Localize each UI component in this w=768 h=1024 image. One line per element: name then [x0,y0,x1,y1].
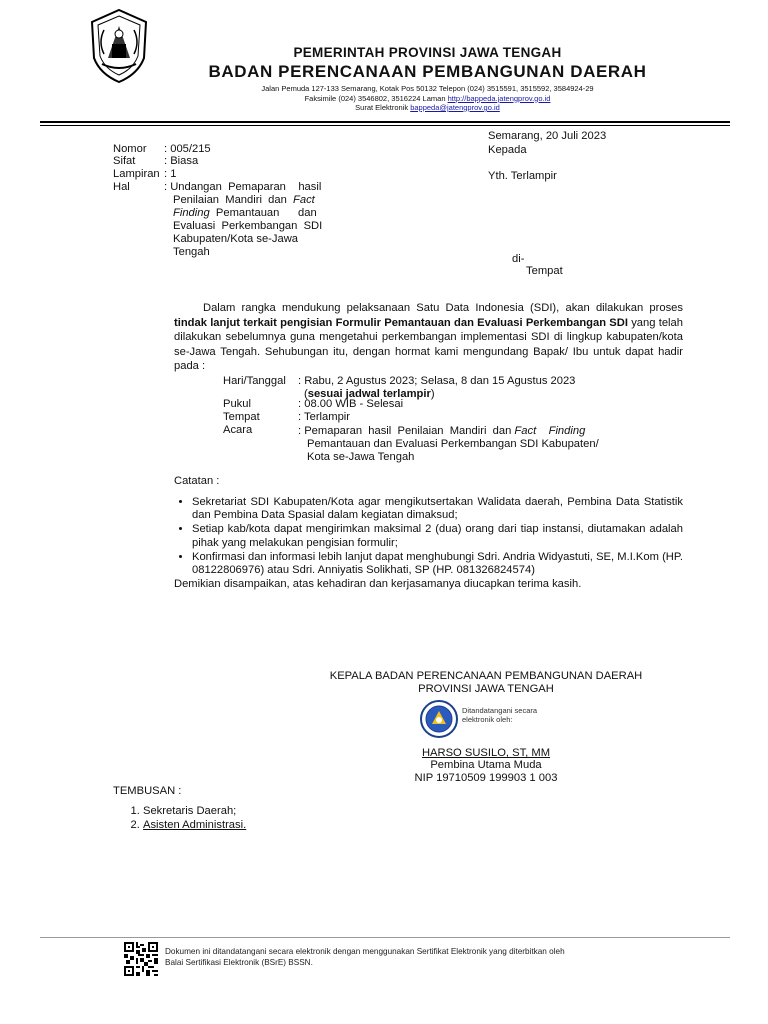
recipient-label: Kepada [488,144,527,156]
closing-text: Demikian disampaikan, atas kehadiran dan kerjasamanya diucapkan terima kasih. [174,578,582,590]
header-email-label: Surat Elektronik [355,103,411,112]
header-address: Jalan Pemuda 127-133 Semarang, Kotak Pos 50132 Telepon (024) 3515591, 3515592, 3584924-29 [261,84,594,93]
signer-title-2: PROVINSI JAWA TENGAH [418,683,554,695]
esign-line-2: elektronik oleh: [462,715,513,724]
acara-value [298,425,628,464]
lampiran-value: : 1 [164,168,177,180]
hari-value: : Rabu, 2 Agustus 2023; Selasa, 8 dan 15 Agustus 2023 [298,375,576,387]
note-item: • Sekretariat SDI Kabupaten/Kota agar mengikutsertakan Walidata daerah, Pembina Data Statistik dan Pembina Data Spasial dalam kegiatan dimaksud; [192,496,683,522]
pukul-value: : 08.00 WIB - Selesai [298,398,404,410]
note-item: • Setiap kab/kota dapat mengirimkan maksimal 2 (dua) orang dari tiap instansi, diutamakan adalah pihak yang melakukan pengisian formulir; [192,523,683,549]
notes-list [174,496,683,578]
di-label: di- [512,253,525,265]
tempat-row-value: : Terlampir [298,411,351,423]
hal-label: Hal [113,181,130,193]
recipient-value: Yth. Terlampir [488,170,557,182]
hal-line-2-italic: Fact [293,194,315,206]
bsre-seal-icon [420,700,458,738]
acara-text-italic: Fact Finding [514,425,586,437]
nomor-label: Nomor [113,143,147,155]
header-fax: Faksimile (024) 3546802, 3516224 Laman [304,93,448,103]
signer-title-1: KEPALA BADAN PERENCANAAN PEMBANGUNAN DAERAH [329,670,643,682]
header-email-line [150,103,705,113]
signer-nip: NIP 19710509 199903 1 003 [414,772,558,784]
pukul-label: Pukul [223,398,251,410]
tembusan-list [113,805,246,832]
hari-note-close: ) [430,388,435,400]
sifat-label: Sifat [113,155,136,167]
acara-line-3: Kota se-Jawa Tengah [307,451,415,463]
hari-note-text: sesuai jadwal terlampir [307,388,431,400]
intro-text-bold: tindak lanjut terkait pengisian Formulir Pemantauan dan Evaluasi Perkembangan SDI [174,316,628,329]
hal-line-1: : Undangan Pemaparan hasil [164,181,322,193]
footer-line-1: Dokumen ini ditandatangani secara elektronik dengan menggunakan Sertifikat Elektronik yang diterbitkan oleh [165,947,565,956]
hal-line-3 [164,207,339,220]
tembusan-item-text: Asisten Administrasi. [143,818,247,831]
email-link[interactable]: bappeda@jatengprov.go.id [410,103,500,112]
acara-line-2: Pemantauan dan Evaluasi Perkembangan SDI Kabupaten/ [307,438,599,450]
lampiran-label: Lampiran [113,168,160,180]
tempat-label: Tempat [526,265,563,277]
header-fax-line [150,94,705,104]
place-date: Semarang, 20 Juli 2023 [488,130,607,142]
tembusan-item [143,819,246,833]
tempat-row-label: Tempat [223,411,260,423]
hal-line-5: Kabupaten/Kota se-Jawa [173,233,299,245]
footer-note [165,946,565,968]
tembusan-item: 1. Sekretaris Daerah; [143,805,246,819]
hal-line-4: Evaluasi Perkembangan SDI [173,220,323,232]
qr-code-icon [124,942,158,976]
hal-line-2 [164,194,339,207]
header-divider-thin [40,125,730,126]
esign-box [462,706,537,724]
header-government: PEMERINTAH PROVINSI JAWA TENGAH [293,45,562,60]
intro-text-b: yang telah dilakukan sebelumnya guna mengetahui perkembangan implementasi SDI di lingkup kabupaten/kota se-Jawa Tengah. Sehubungan itu, dengan hormat kami mengundang Bapak/ Ibu untuk dapat hadir pada : [174,316,683,372]
header-agency: BADAN PERENCANAAN PEMBANGUNAN DAERAH [208,62,647,81]
header-divider [40,121,730,123]
hari-label: Hari/Tanggal [223,375,286,387]
note-item: • Konfirmasi dan informasi lebih lanjut dapat menghubungi Sdri. Andria Widyastuti, SE, M.I.Kom (HP. 08122806976) atau Sdri. Anniyatis Solikhati, SP (HP. 081326824574) [192,551,683,577]
sifat-value: : Biasa [164,155,199,167]
intro-text-a: Dalam rangka mendukung pelaksanaan Satu Data Indonesia (SDI), akan dilakukan proses [203,302,683,314]
nomor-value: : 005/215 [164,143,211,155]
tembusan-label: TEMBUSAN : [113,785,182,797]
website-link[interactable]: http://bappeda.jatengprov.go.id [447,93,551,103]
catatan-label: Catatan : [174,475,220,487]
signer-rank: Pembina Utama Muda [430,759,542,771]
hal-value [164,181,339,259]
province-emblem-icon [88,8,150,84]
hari-note-open: ( [304,388,308,400]
acara-label: Acara [223,424,253,436]
header-contact [150,84,705,113]
hal-line-6: Tengah [173,246,210,258]
esign-line-1: Ditandatangani secara [462,706,538,715]
signer-name: HARSO SUSILO, ST, MM [421,747,551,759]
acara-text-a: : Pemaparan hasil Penilaian Mandiri dan [298,425,515,437]
intro-paragraph [174,301,683,374]
acara-line-1 [298,425,628,438]
footer-line-2: Balai Sertifikasi Elektronik (BSrE) BSSN. [165,958,313,967]
footer-divider [40,937,730,938]
hal-line-2-text: Penilaian Mandiri dan [173,194,287,206]
hal-line-3-text: Pemantauan dan [215,207,317,219]
hal-line-3-italic: Finding [173,207,210,219]
